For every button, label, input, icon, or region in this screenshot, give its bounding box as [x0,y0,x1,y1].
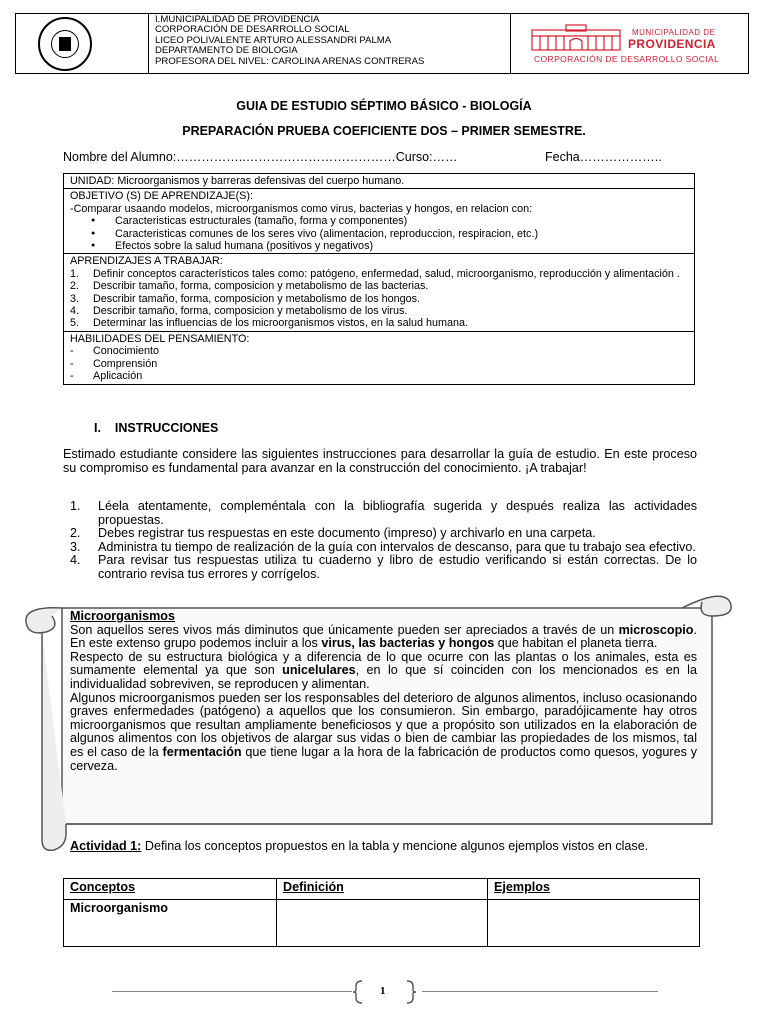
list-item: 5. Determinar las influencias de los microorganismos vistos, en la salud humana. [70,317,469,330]
course-label: Curso: [395,150,433,164]
learning-row [64,254,694,331]
learning-title: APRENDIZAJES A TRABAJAR: [70,255,223,268]
objective-row [64,189,694,254]
institution-info [149,14,511,73]
header-definition: Definición [277,879,488,900]
unit-row [64,174,694,189]
list-item: ● Efectos sobre la salud humana (positivos y negativos) [115,240,688,252]
concepts-table [63,878,700,947]
activity-1 [70,840,697,854]
concept-cell: Microorganismo [64,900,277,947]
definition-cell[interactable] [277,900,488,947]
paragraph: Algunos microorganismos pueden ser los responsables del deterioro de algunos alimentos, incluso ocasionando graves enfermedades (patógeno) a aquellos que los consumieron. Sin embargo, paradójicamente hay otros microorganismos que resultan ampliamente beneficiosos y que a propósito son utilizados en la elaboración de algunos alimentos con los objetivos de alargar sus vidas o bien de cambiar las propiedades de los mismos, tal es el caso de la fermentación que tiene lugar a la hora de la fabricación de productos como quesos, yogures y cerveza. [70,690,698,773]
list-item: 3. Administra tu tiempo de realización de la guía con intervalos de descanso, para que tu trabajo sea efectivo. [70,539,696,554]
name-label: Nombre del Alumno: [63,150,177,164]
right-brace-icon [405,980,417,1004]
logo-text-bottom: CORPORACIÓN DE DESARROLLO SOCIAL [534,54,720,64]
footer-line-left [112,991,352,992]
list-item: 4. Para revisar tus respuestas utiliza tu cuaderno y libro de estudio verificando si están correctas. De lo contrario revisa tus errores y corrígelos. [70,553,697,581]
logo-text-main: PROVIDENCIA [628,37,716,51]
date-label: Fecha [545,150,580,164]
list-item: 2. Describir tamaño, forma, composicion y metabolismo de las bacterias. [70,280,429,293]
page-title: GUIA DE ESTUDIO SÉPTIMO BÁSICO - BIOLOGÍA [236,99,532,113]
section-heading: Microorganismos [70,609,175,623]
skills-title: HABILIDADES DEL PENSAMIENTO: [70,332,250,345]
activity-label: Actividad 1: [70,839,142,853]
unit-text: UNIDAD: Microorganismos y barreras defensivas del cuerpo humano. [70,175,405,187]
objective-bullets [70,215,688,252]
school-seal-logo [38,17,92,71]
municipality-logo [512,14,748,73]
microorganisms-section [70,610,697,773]
instructions-intro: Estimado estudiante considere las siguientes instrucciones para desarrollar la guía de estudio. En este proceso su compromiso es fundamental para avanzar en la construcción del conocimiento. ¡A trabajar! [63,447,697,475]
list-item: 3. Describir tamaño, forma, composicion y metabolismo de los hongos. [70,292,421,305]
institution-line: I.MUNICIPALIDAD DE PROVIDENCIA [155,14,320,25]
instructions-list [70,500,697,582]
header-examples: Ejemplos [488,879,700,900]
footer-line-right [422,991,658,992]
school-seal-cell [16,14,149,73]
list-item: 2. Debes registrar tus respuestas en este documento (impreso) y archivarlo en una carpeta. [70,526,596,541]
paragraph: Respecto de su estructura biológica y a diferencia de lo que ocurre con las plantas o los animales, esta es sumamente elemental ya que son unicelulares, en lo que sí coinciden con los mencionados es en la individualidad sobreviven, se reproducen y alimentan. [70,649,697,691]
building-icon [530,24,622,52]
date-field[interactable] [545,150,662,164]
left-brace-icon [352,980,364,1004]
list-item: 4. Describir tamaño, forma, composicion y metabolismo de los virus. [70,305,408,318]
page-subtitle: PREPARACIÓN PRUEBA COEFICIENTE DOS – PRIMER SEMESTRE. [182,124,586,138]
objective-text: -Comparar usaando modelos, microorganismos como virus, bacterias y hongos, en relacion con: [70,202,533,215]
course-dots: …… [432,150,458,164]
list-item: 1. Definir conceptos característicos tales como: patógeno, enfermedad, salud, microorganismo, reproducción y alimentación . [70,267,680,280]
institution-line: LICEO POLIVALENTE ARTURO ALESSANDRI PALMA [155,34,392,46]
examples-cell[interactable] [488,900,700,947]
heading-number: I. [94,421,101,435]
paragraph: Son aquellos seres vivos más diminutos que únicamente pueden ser apreciados a través de un microscopio. En este extenso grupo podemos incluir a los virus, las bacterias y hongos que habitan el planeta tierra. [70,622,697,651]
institution-line: PROFESORA DEL NIVEL: CAROLINA ARENAS CONTRERAS [155,55,425,67]
instructions-heading [94,421,218,435]
date-dots: ……………….. [579,150,662,164]
list-item: - Aplicación [70,370,143,383]
table-row [64,900,700,947]
institution-line: DEPARTAMENTO DE BIOLOGIA [155,45,298,57]
list-item: - Comprensión [70,357,158,370]
skills-row [64,332,694,384]
objective-title: OBJETIVO (S) DE APRENDIZAJE(S): [70,190,253,203]
name-dots: ……………..……………………………… [176,150,396,164]
list-item: ● Caracteristicas comunes de los seres vivo (alimentacion, reproduccion, respiracion, etc.) [115,228,688,240]
activity-text: Defina los conceptos propuestos en la tabla y mencione algunos ejemplos vistos en clase. [141,839,649,853]
list-item: 1. Léela atentamente, compleméntala con la bibliografía sugerida y después realiza las actividades propuestas. [70,499,697,527]
list-item: ● Caracteristicas estructurales (tamaño, forma y componentes) [115,215,688,227]
learning-list [70,268,688,330]
unit-table [63,173,695,385]
student-name-field[interactable] [63,150,458,164]
list-item: - Conocimiento [70,345,160,358]
logo-text-top: MUNICIPALIDAD DE [632,28,716,37]
page-number: 1 [380,985,386,997]
document-header [15,13,749,74]
institution-line: CORPORACIÓN DE DESARROLLO SOCIAL [155,24,350,36]
header-concepts: Conceptos [64,879,277,900]
heading-text: INSTRUCCIONES [114,421,219,435]
table-header-row [64,879,700,900]
